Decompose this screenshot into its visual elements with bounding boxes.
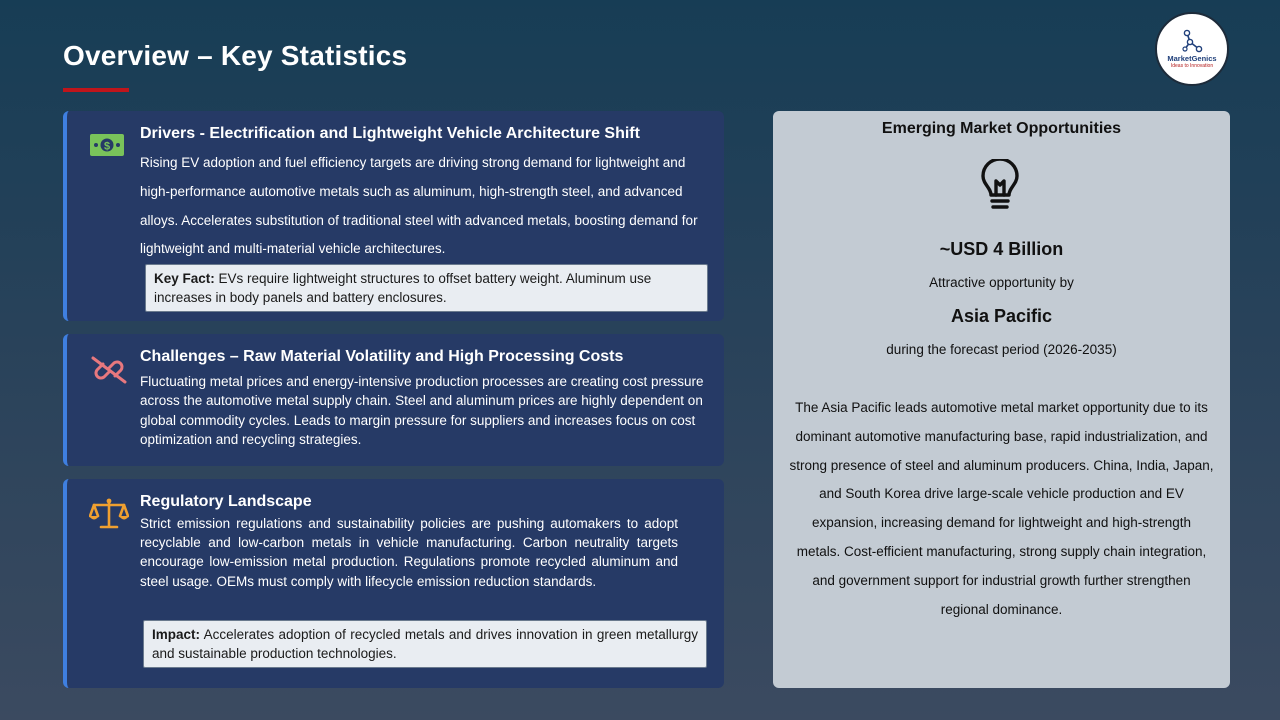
- network-logo-icon: [1181, 29, 1203, 53]
- challenges-body: Fluctuating metal prices and energy-intensive production processes are creating cost pressure across the automotive metal supply chain. Steel and aluminum prices are highly dependent on global commodity cycles. Leads to margin pressure for suppliers and increases focus on cost optimization and recycling strategies.: [140, 374, 704, 448]
- challenges-card: [63, 334, 724, 466]
- opportunity-title: Emerging Market Opportunities: [881, 120, 1122, 137]
- impact-note: [143, 620, 707, 668]
- opportunity-description: The Asia Pacific leads automotive metal market opportunity due to its dominant automotive manufacturing base, rapid industrialization, and strong presence of steel and aluminum producers. China, India, Japan, and South Korea drive large-scale vehicle production and EV expansion, increasing demand for lightweight and high-strength metals. Cost-efficient manufacturing, strong supply chain integration, and government support for industrial growth further strengthen regional dominance.: [789, 400, 1214, 617]
- key-fact-text: EVs require lightweight structures to offset battery weight. Aluminum use increases in body panels and battery enclosures.: [154, 271, 652, 305]
- page-title: Overview – Key Statistics: [63, 40, 408, 71]
- opportunity-caption: Attractive opportunity by: [929, 275, 1074, 290]
- company-logo: [1155, 12, 1229, 86]
- impact-label: Impact:: [152, 627, 201, 642]
- opportunity-region: Asia Pacific: [950, 306, 1053, 326]
- svg-text:$: $: [103, 140, 111, 153]
- money-icon: [89, 131, 125, 164]
- title-underline: [63, 88, 129, 92]
- drivers-title: Drivers - Electrification and Lightweight Vehicle Architecture Shift: [140, 125, 640, 142]
- regulatory-title: Regulatory Landscape: [140, 493, 312, 510]
- broken-link-icon: [89, 354, 129, 391]
- forecast-period: during the forecast period (2026-2035): [886, 342, 1117, 357]
- lightbulb-icon: [976, 159, 1024, 220]
- drivers-card: [63, 111, 724, 321]
- opportunity-panel: [773, 111, 1230, 688]
- logo-name: MarketGenics: [1167, 54, 1217, 63]
- logo-tagline: Ideas to Innovation: [1170, 63, 1214, 69]
- challenges-title: Challenges – Raw Material Volatility and High Processing Costs: [140, 348, 624, 365]
- regulatory-card: [63, 479, 724, 688]
- scales-icon: [89, 497, 129, 536]
- key-fact-label: Key Fact:: [154, 271, 215, 286]
- key-fact-note: [145, 264, 708, 312]
- impact-text: Accelerates adoption of recycled metals and drives innovation in green metallurgy and sustainable production technologies.: [152, 627, 698, 661]
- regulatory-body: Strict emission regulations and sustainability policies are pushing automakers to adopt recyclable and low-carbon metals in vehicle manufacturing. Carbon neutrality targets encourage low-emission metal production. Regulations promote recycled aluminum and steel usage. OEMs must comply with lifecycle emission reduction standards.: [140, 516, 678, 589]
- drivers-body: Rising EV adoption and fuel efficiency targets are driving strong demand for lightweight and high-performance automotive metals such as aluminum, high-strength steel, and advanced alloys. Accelerates substitution of traditional steel with advanced metals, boosting demand for lightweight and multi-material vehicle architectures.: [140, 155, 698, 257]
- opportunity-value: ~USD 4 Billion: [939, 239, 1064, 259]
